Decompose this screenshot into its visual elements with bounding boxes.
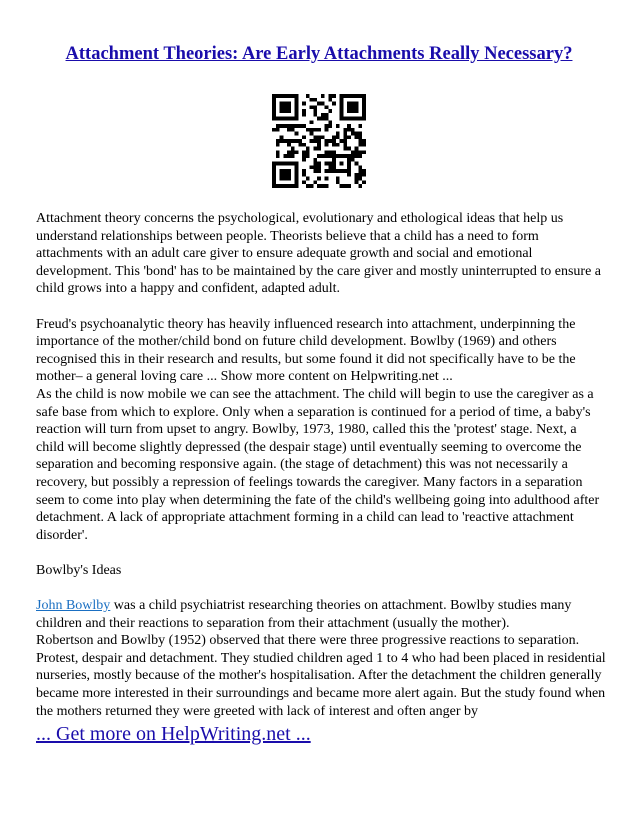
- paragraph-robertson: Robertson and Bowlby (1952) observed that there were three progressive reactions to separation. Protest, despair and detachment. They studied children aged 1 to 4 who had been placed in residential nurseries, mostly because of the mother's hospitalisation. After the detachment the children generally became more interested in their surroundings and became more alert again. But the study found when the mothers returned they were greeted with lack of interest and often anger by: [36, 633, 606, 719]
- get-more-link[interactable]: ... Get more on HelpWriting.net ...: [36, 723, 311, 745]
- document-title-link[interactable]: Attachment Theories: Are Early Attachments Really Necessary?: [65, 44, 573, 64]
- john-bowlby-link[interactable]: John Bowlby: [36, 598, 111, 614]
- qr-code-icon: [272, 94, 366, 188]
- paragraph-separation: As the child is now mobile we can see the attachment. The child will begin to use the caregiver as a safe base from which to explore. Only when a separation is continued for a period of time, a baby's reaction will turn from upset to angry. Bowlby, 1973, 1980, called this the 'protest' stage. Next, a child will become slightly depressed (the despair stage) until eventually seeming to overcome the separation and becoming responsive again. (the stage of detachment) this was not necessarily a recovery, but possibly a repression of feelings towards the caregiver. Many factors in a separation seem to come into play when determining the fate of the child's wellbeing going into adulthood after detachment. A lack of appropriate attachment forming in a child can lead to 'reactive attachment disorder'.: [36, 386, 600, 543]
- paragraph-bowlby: [36, 597, 606, 632]
- paragraph-intro: Attachment theory concerns the psychological, evolutionary and ethological ideas that help us understand relationships between people. Theorists believe that a child has a need to form attachments with an adult care giver to ensure adequate growth and social and emotional development. This 'bond' has to be maintained by the care giver and mostly uninterrupted to ensure a child grows into a happy and confident, adapted adult.: [36, 211, 602, 297]
- paragraph-freud: Freud's psychoanalytic theory has heavily influenced research into attachment, underpinning the importance of the mother/child bond on future child development. Bowlby (1969) and others recognised this in their research and results, but some found it did not specifically have to be the mother– a general loving care ... Show more content on Helpwriting.net ...: [36, 316, 576, 385]
- document-body: [36, 210, 606, 720]
- section-heading: Bowlby's Ideas: [36, 562, 122, 578]
- paragraph-bowlby-text: was a child psychiatrist researching theories on attachment. Bowlby studies many children and their reactions to separation from their attachment (usually the mother).: [36, 598, 572, 631]
